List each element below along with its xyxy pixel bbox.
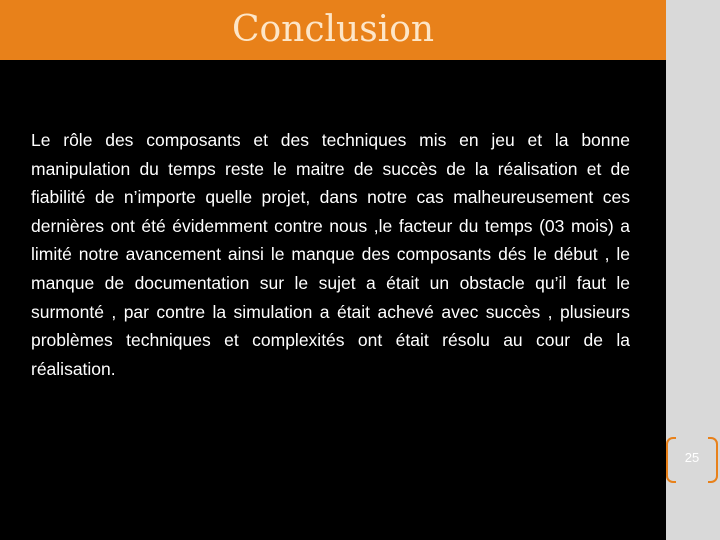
body-paragraph: Le rôle des composants et des techniques mis en jeu et la bonne manipulation du temps reste le maitre de succès de la réalisation et de fiabilité de n’importe quelle projet, dans notre cas malheureusement ces dernières ont été évidemment contre nous ,le facteur du temps (03 mois) a limité notre avancement ainsi le manque des composants dés le début , le manque de documentation sur le sujet a était un obstacle qu’il faut le surmonté , par contre la simulation a était achevé avec succès , plusieurs problèmes techniques et complexités ont était résolu au cour de la réalisation.	[31, 130, 630, 379]
title-bar	[0, 0, 666, 60]
right-bracket-icon	[708, 437, 718, 483]
page-number-frame	[666, 437, 720, 485]
left-bracket-icon	[666, 437, 676, 483]
page-number: 25	[684, 450, 700, 465]
slide-title: Conclusion	[231, 9, 435, 50]
